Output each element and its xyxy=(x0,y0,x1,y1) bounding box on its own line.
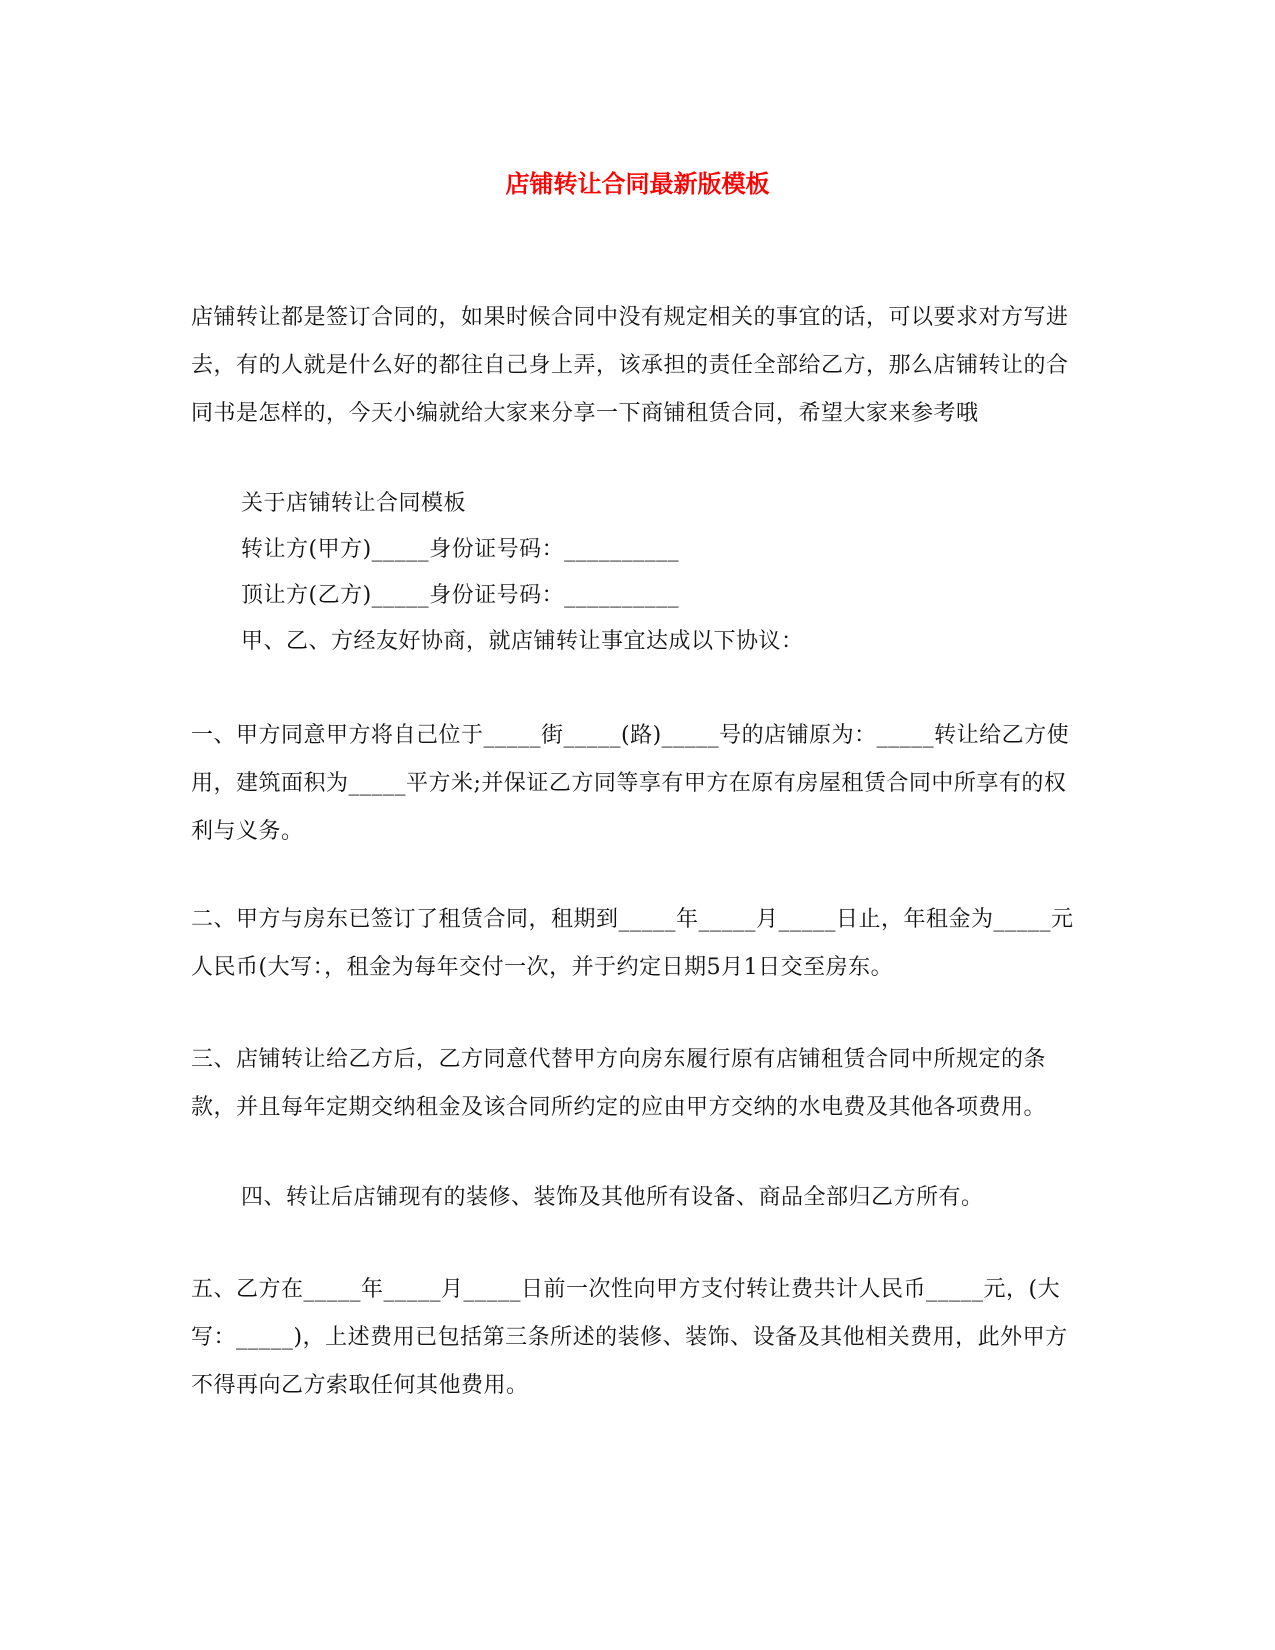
party-a-line: 转让方(甲方)_____身份证号码：__________ xyxy=(241,537,680,562)
intro-paragraph: 店铺转让都是签订合同的，如果时候合同中没有规定相关的事宜的话，可以要求对方写进去，有的人就是什么好的都往自己身上弄，该承担的责任全部给乙方，那么店铺转让的合同书是怎样的，今天小编就给大家来分享一下商铺租赁合同，希望大家来参考哦 xyxy=(191,305,1069,426)
clause-4: 四、转让后店铺现有的装修、装饰及其他所有设备、商品全部归乙方所有。 xyxy=(241,1185,984,1210)
template-subtitle: 关于店铺转让合同模板 xyxy=(241,491,467,516)
clause-1: 一、甲方同意甲方将自己位于_____街_____(路)_____号的店铺原为：_____转让给乙方使用，建筑面积为_____平方米;并保证乙方同等享有甲方在原有房屋租赁合同中所享有的权利与义务。 xyxy=(191,723,1070,844)
clause-2: 二、甲方与房东已签订了租赁合同，租期到_____年_____月_____日止，年租金为_____元人民币(大写：，租金为每年交付一次，并于约定日期5月1日交至房东。 xyxy=(191,907,1074,980)
party-b-line: 顶让方(乙方)_____身份证号码：__________ xyxy=(241,583,680,608)
clause-3: 三、店铺转让给乙方后，乙方同意代替甲方向房东履行原有店铺租赁合同中所规定的条款，并且每年定期交纳租金及该合同所约定的应由甲方交纳的水电费及其他各项费用。 xyxy=(191,1047,1047,1120)
clause-5: 五、乙方在_____年_____月_____日前一次性向甲方支付转让费共计人民币_____元，(大写：_____)，上述费用已包括第三条所述的装修、装饰、设备及其他相关费用，此外甲方不得再向乙方索取任何其他费用。 xyxy=(191,1277,1068,1398)
agreement-line: 甲、乙、方经友好协商，就店铺转让事宜达成以下协议： xyxy=(241,629,804,654)
document-title: 店铺转让合同最新版模板 xyxy=(505,169,770,198)
